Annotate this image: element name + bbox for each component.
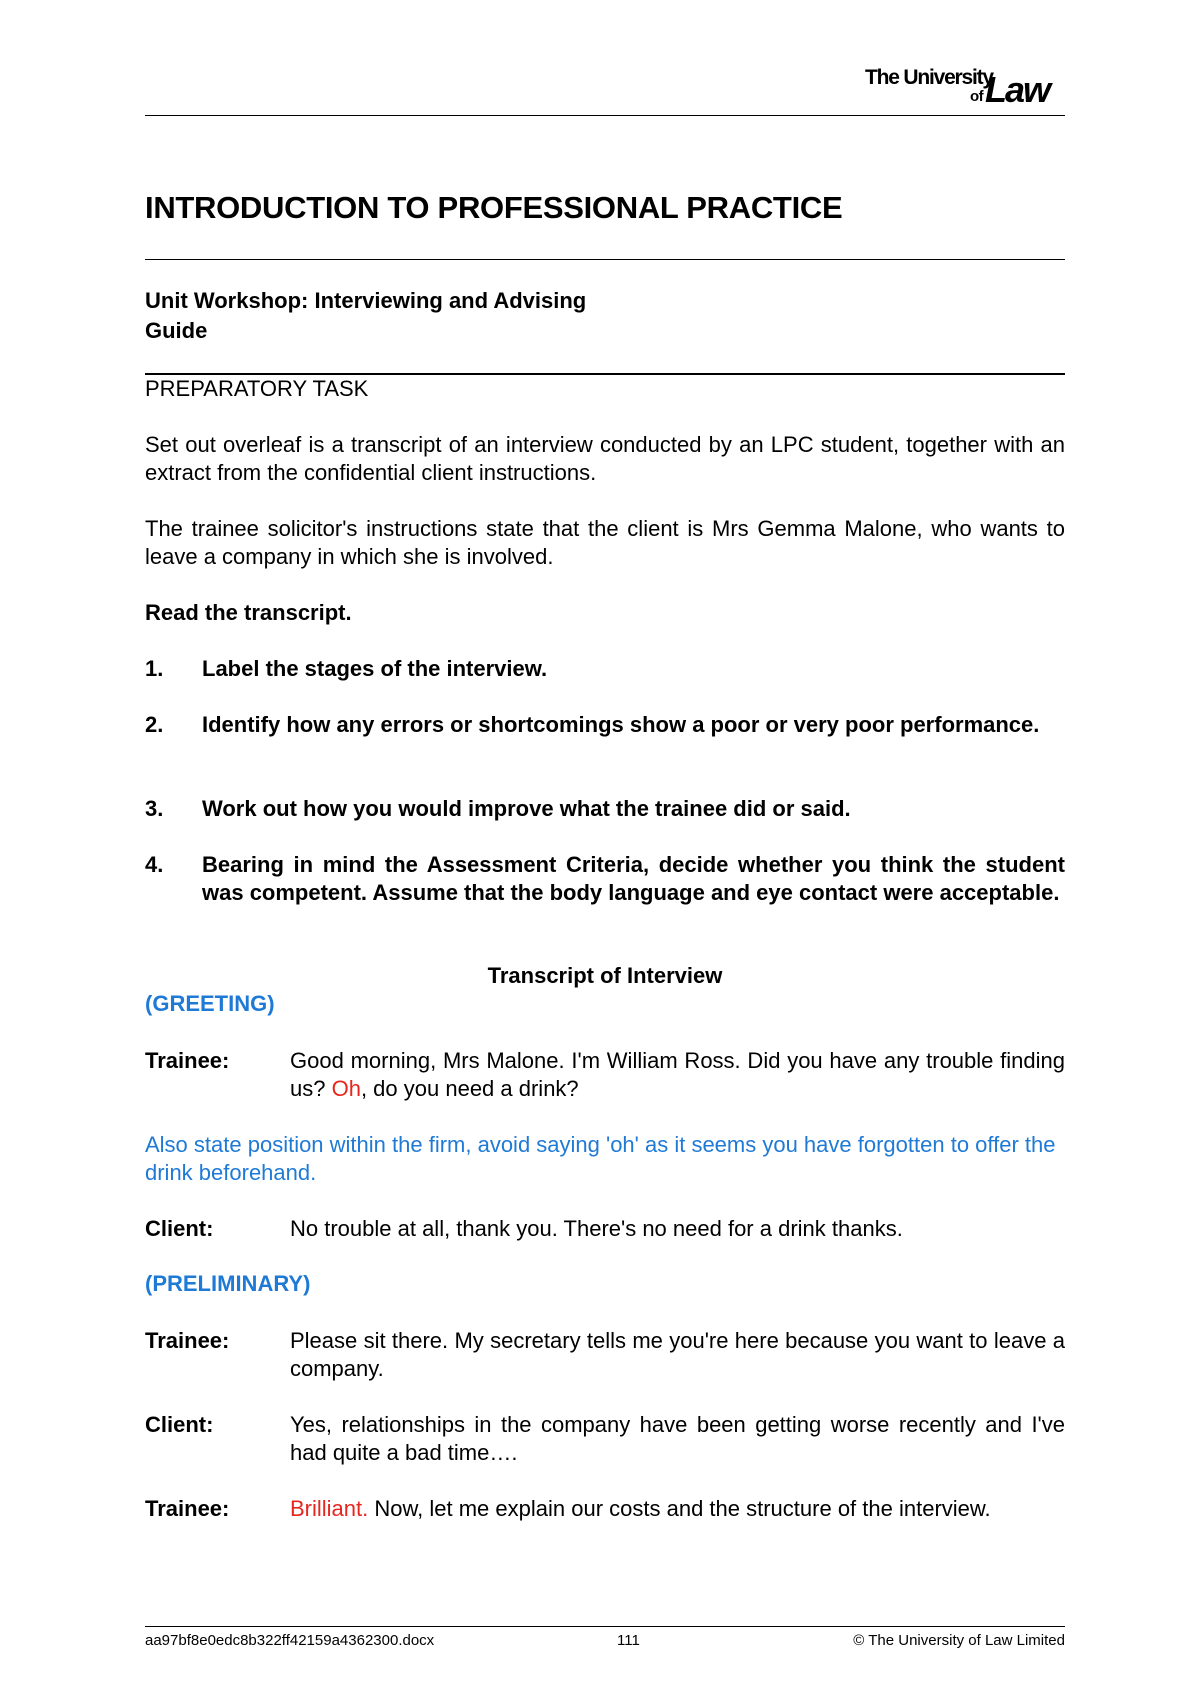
intro-paragraph-1: Set out overleaf is a transcript of an interview conducted by an LPC student, together with an extract from the confidential client instructions. bbox=[145, 432, 1065, 485]
task-number: 1. bbox=[145, 656, 164, 681]
section-divider bbox=[145, 373, 1065, 375]
guide-line: Guide bbox=[145, 318, 208, 343]
page-title: INTRODUCTION TO PROFESSIONAL PRACTICE bbox=[145, 190, 843, 225]
speaker-label: Trainee: bbox=[145, 1496, 230, 1521]
read-instruction: Read the transcript. bbox=[145, 600, 352, 625]
speaker-label: Client: bbox=[145, 1412, 214, 1437]
speech-text: No trouble at all, thank you. There's no need for a drink thanks. bbox=[290, 1216, 903, 1241]
task-text: Label the stages of the interview. bbox=[202, 656, 548, 681]
transcript-title: Transcript of Interview bbox=[487, 963, 723, 988]
logo-text-law: Law bbox=[985, 69, 1050, 110]
stage-label-greeting: (GREETING) bbox=[145, 991, 275, 1016]
speech-text: Yes, relationships in the company have been getting worse recently and I've had quite a bad time…. bbox=[290, 1412, 1065, 1465]
speech-text bbox=[290, 1495, 1065, 1523]
footer-divider bbox=[145, 1626, 1065, 1627]
speech-segment: Now, let me explain our costs and the structure of the interview. bbox=[368, 1496, 991, 1521]
footer-copyright: © The University of Law Limited bbox=[853, 1632, 1065, 1649]
task-heading: PREPARATORY TASK bbox=[145, 376, 369, 401]
speaker-label: Trainee: bbox=[145, 1328, 230, 1353]
speech-text bbox=[290, 1047, 1065, 1103]
task-text: Bearing in mind the Assessment Criteria, decide whether you think the student was competent. Assume that the body language and eye contact were acceptable. bbox=[202, 852, 1065, 905]
title-divider bbox=[145, 259, 1065, 260]
task-number: 3. bbox=[145, 796, 164, 821]
highlighted-word: Oh bbox=[331, 1076, 361, 1101]
header-divider bbox=[145, 115, 1065, 116]
footer-page-number: 111 bbox=[617, 1632, 640, 1649]
university-logo bbox=[855, 62, 1065, 110]
unit-line: Unit Workshop: Interviewing and Advising bbox=[145, 288, 587, 313]
speaker-label: Trainee: bbox=[145, 1048, 230, 1073]
speaker-label: Client: bbox=[145, 1216, 214, 1241]
logo-text-of: of bbox=[970, 88, 984, 105]
task-number: 2. bbox=[145, 712, 164, 737]
speech-segment: Good morning, Mrs Malone. I'm William Ross. Did you have any trouble finding us? bbox=[290, 1048, 1065, 1101]
task-number: 4. bbox=[145, 852, 164, 877]
intro-paragraph-2: The trainee solicitor's instructions state that the client is Mrs Gemma Malone, who wants to leave a company in which she is involved. bbox=[145, 516, 1065, 569]
task-text: Identify how any errors or shortcomings show a poor or very poor performance. bbox=[202, 712, 1040, 737]
speech-segment: , do you need a drink? bbox=[360, 1076, 579, 1101]
footer-filename: aa97bf8e0edc8b322ff42159a4362300.docx bbox=[145, 1632, 435, 1649]
tutor-comment: Also state position within the firm, avoid saying 'oh' as it seems you have forgotten to offer the drink beforehand. bbox=[145, 1132, 1056, 1185]
stage-label-preliminary: (PRELIMINARY) bbox=[145, 1271, 311, 1296]
task-text: Work out how you would improve what the trainee did or said. bbox=[202, 796, 851, 821]
highlighted-word: Brilliant. bbox=[290, 1496, 369, 1521]
speech-text: Please sit there. My secretary tells me you're here because you want to leave a company. bbox=[290, 1328, 1065, 1381]
logo-text-top: The University bbox=[865, 66, 993, 89]
